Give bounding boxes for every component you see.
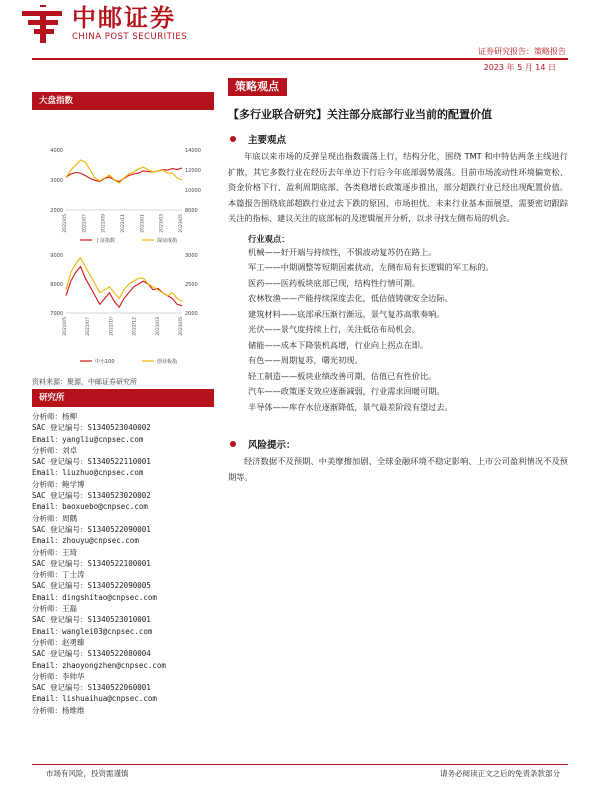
analyst-line: SAC 登记编号：S1340523010001 — [32, 615, 151, 625]
risk-heading-text: 风险提示： — [248, 440, 296, 451]
x-tick-label: 2022/10 — [109, 317, 115, 336]
market-index-title: 大盘指数 — [32, 92, 214, 110]
x-tick-label: 2023/03 — [155, 317, 161, 336]
analyst-line: SAC 登记编号：S1340522090005 — [32, 581, 151, 591]
series-line-1 — [66, 267, 182, 308]
legend-label: 中小100 — [95, 359, 115, 365]
analyst-line: 分析师：丁士涛 — [32, 570, 85, 580]
analyst-line: Email：yangliu@cnpsec.com — [32, 434, 144, 444]
analyst-line: SAC 登记编号：S1340522090001 — [32, 524, 151, 534]
bullet-icon — [230, 441, 236, 447]
analyst-line: SAC 登记编号：S1340522100001 — [32, 558, 151, 568]
x-tick-label: 2022/05 — [63, 214, 68, 233]
left-tick-label: 3000 — [50, 178, 63, 184]
right-tick-label: 2500 — [185, 282, 198, 288]
report-type: 证券研究报告：策略报告 — [478, 47, 566, 56]
x-tick-label: 2023/03 — [159, 214, 165, 233]
right-tick-label: 8000 — [185, 208, 198, 214]
sector-item: 光伏——景气度持续上行，关注低估布局机会。 — [248, 324, 420, 334]
analyst-line: Email：dingshitao@cnpsec.com — [32, 592, 157, 602]
analyst-line: SAC 登记编号：S1340523020002 — [32, 491, 151, 501]
analyst-line: 分析师：周隅 — [32, 513, 77, 523]
research-institute-title: 研究所 — [32, 389, 214, 407]
sector-item: 机械——好开端与持续性，不惧波动复苏仍在路上。 — [248, 246, 437, 257]
chart-source: 资料来源：聚源，中邮证券研究所 — [32, 378, 137, 386]
legend-label: 深证成指 — [157, 238, 178, 244]
series-line-1 — [66, 168, 182, 182]
analyst-line: SAC 登记编号：S1340522060001 — [32, 683, 151, 693]
analyst-line: Email：lishuaihua@cnpsec.com — [32, 694, 157, 704]
report-title: 【多行业联合研究】关注部分底部行业当前的配置价值 — [228, 108, 492, 121]
sector-item: 建筑材料——底部承压渐行渐远，景气复苏高歌奏响。 — [248, 308, 445, 319]
analyst-line: 分析师：杨维维 — [32, 705, 85, 715]
sector-item: 储能——成本下降装机高增，行业向上拐点在即。 — [248, 339, 429, 350]
analyst-line: Email：baoxuebo@cnpsec.com — [32, 502, 148, 512]
x-tick-label: 2022/07 — [82, 214, 88, 233]
legend-label: 上证指数 — [95, 238, 116, 244]
key-points-heading — [228, 132, 568, 146]
analyst-line: Email：liuzhuo@cnpsec.com — [32, 468, 144, 478]
analyst-line: SAC 登记编号：S1340523040002 — [32, 423, 151, 433]
left-tick-label: 9000 — [50, 253, 63, 259]
chart-1-svg — [32, 110, 214, 245]
analyst-line: SAC 登记编号：S1340522110001 — [32, 457, 151, 467]
analyst-line: Email：zhaoyongzhen@cnpsec.com — [32, 660, 166, 670]
sector-item: 轻工制造——板块业绩改善可期，估值已有性价比。 — [248, 370, 437, 381]
sector-item: 农林牧渔——产能持续深度去化，低估值铸就安全边际。 — [248, 293, 453, 303]
analyst-line: 分析师：王琦 — [32, 547, 77, 557]
sector-item: 医药——医药板块底部已现，结构性行情可期。 — [248, 277, 420, 288]
x-tick-label: 2022/07 — [86, 317, 92, 336]
right-tick-label: 14000 — [185, 148, 201, 154]
logo-english-name: CHINA POST SECURITIES — [72, 32, 188, 42]
industry-heading: 行业观点： — [248, 233, 290, 244]
risk-paragraph: 经济数据不及预期、中美摩擦加剧、全球金融环境不稳定影响、上市公司盈利情况不及预期等。 — [228, 456, 568, 482]
analyst-line: 分析师：鲍学博 — [32, 479, 85, 489]
footer-disclaimer-right: 请务必阅读正文之后的免责条款部分 — [440, 769, 560, 778]
x-tick-label: 2022/09 — [101, 214, 107, 233]
footer-disclaimer-left: 市场有风险，投资需谨慎 — [46, 769, 129, 778]
right-tick-label: 2000 — [185, 311, 198, 317]
right-tick-label: 12000 — [185, 168, 201, 174]
header-divider — [32, 58, 568, 60]
left-tick-label: 2000 — [50, 208, 63, 214]
logo-emblem-icon — [22, 5, 64, 43]
x-tick-label: 2022/05 — [63, 317, 68, 336]
sector-item: 有色——周期复苏，曙光初现。 — [248, 355, 363, 365]
analyst-line: 分析师：刘卓 — [32, 445, 77, 455]
right-tick-label: 10000 — [185, 188, 201, 194]
key-points-heading-text: 主要观点 — [248, 135, 287, 146]
x-tick-label: 2023/05 — [179, 214, 184, 233]
series-line-2 — [66, 160, 182, 183]
analyst-line: 分析师：李帅华 — [32, 671, 85, 681]
legend-label: 创业板指 — [157, 359, 178, 365]
index-chart-2 — [32, 249, 214, 373]
risk-heading — [228, 437, 568, 451]
logo-chinese-name: 中邮证券 — [72, 4, 176, 32]
sidebar — [32, 92, 214, 716]
footer-divider — [32, 764, 568, 765]
series-line-2 — [66, 258, 182, 302]
sector-item: 汽车——政策逐支效应逐渐减弱，行业需求回暖可期。 — [248, 386, 445, 396]
chart-2-svg — [32, 249, 214, 369]
left-tick-label: 7000 — [50, 311, 63, 317]
sector-item: 军工——中期调整等短期因素扰动，左侧布局有长逻辑的军工标的。 — [248, 262, 494, 272]
main-content — [228, 78, 568, 485]
sector-list — [228, 245, 568, 416]
company-logo — [22, 4, 187, 43]
x-tick-label: 2022/12 — [132, 317, 138, 336]
analyst-line: Email：wanglei03@cnpsec.com — [32, 626, 153, 636]
left-tick-label: 8000 — [50, 282, 63, 288]
key-points-paragraph: 年底以来市场的反弹呈现出指数震荡上行，结构分化，围绕 TMT 和中特估两条主线进行扩散，其它多数行业在经历去年单边下行后今年底部弱势震荡。目前市场流动性环境偏宽松、资金价格下行、盈利周期底部、各类稳增长政策逐步推出，部分超跌行业已经出现配置价值。本篇报告围绕底部超跌行业过去下跌的原因、市场担忧、未来行业基本面展望、需要密切跟踪关注的指标、建议关注的底部标的及逻辑展开分析，以求寻找左侧布局的机会。 — [228, 151, 568, 223]
analyst-line: 分析师：赵勇臻 — [32, 637, 85, 647]
x-tick-label: 2023/01 — [140, 214, 146, 233]
sector-item: 半导体——库存水位逐渐降低，景气最差阶段有望过去。 — [248, 401, 453, 412]
x-tick-label: 2022/11 — [121, 214, 126, 233]
analyst-list — [32, 411, 214, 716]
x-tick-label: 2023/05 — [179, 317, 184, 336]
report-date: 2023 年 5 月 14 日 — [483, 63, 556, 72]
analyst-line: SAC 登记编号：S1340522080004 — [32, 649, 151, 659]
section-label: 策略观点 — [228, 78, 287, 96]
index-chart-1 — [32, 110, 214, 249]
analyst-line: Email：zhouyu@cnpsec.com — [32, 536, 139, 546]
bullet-icon — [230, 136, 236, 142]
analyst-line: 分析师：杨柳 — [32, 412, 77, 421]
right-tick-label: 3000 — [185, 253, 198, 259]
analyst-line: 分析师：王磊 — [32, 604, 77, 614]
left-tick-label: 4000 — [50, 148, 63, 154]
